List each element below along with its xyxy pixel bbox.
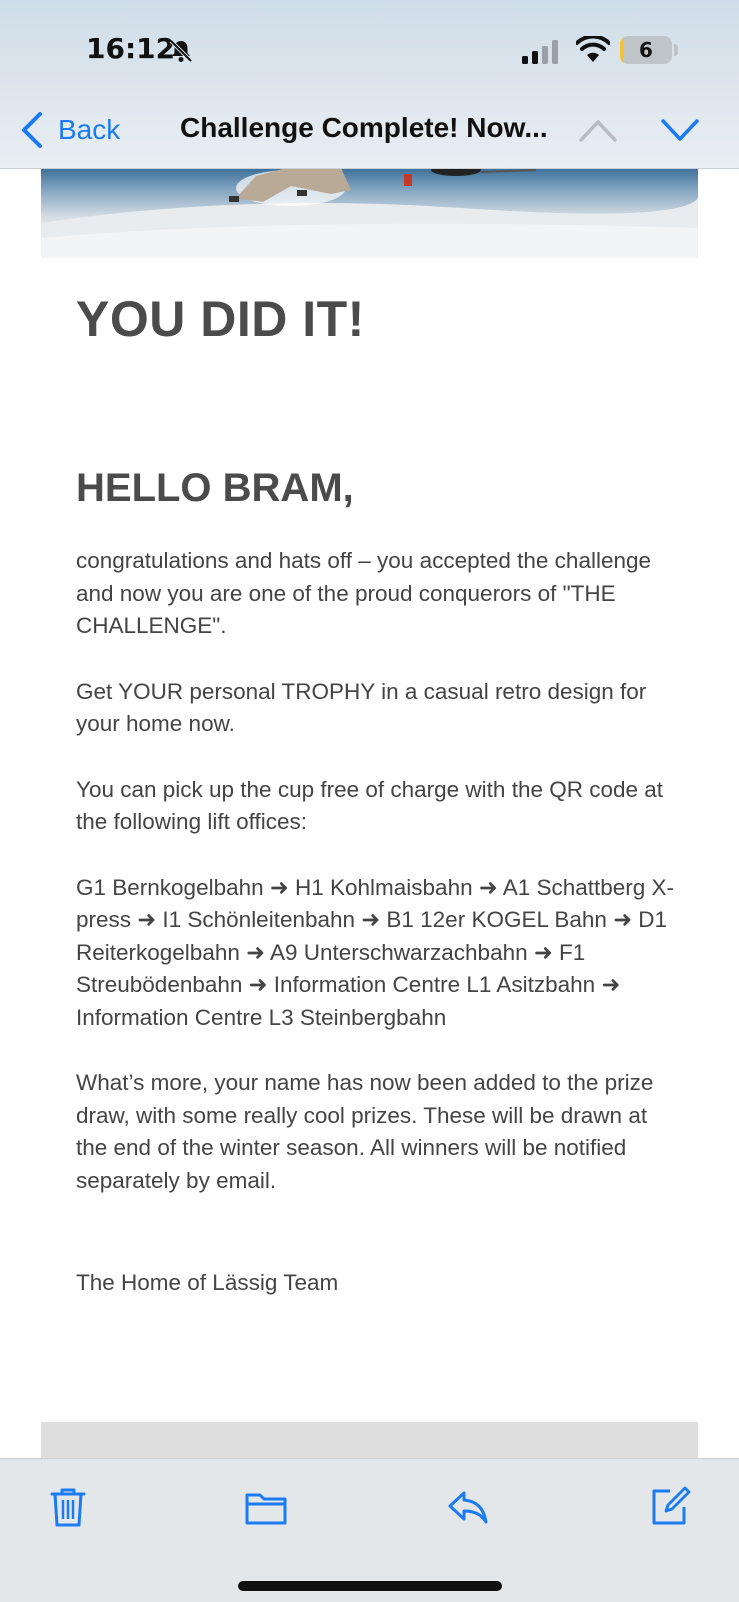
bottom-toolbar [0, 1458, 739, 1602]
email-paragraph: Get YOUR personal TROPHY in a casual retro design for your home now. [76, 678, 647, 736]
email-greeting: HELLO BRAM, [76, 466, 354, 510]
folder-icon[interactable] [244, 1485, 288, 1529]
chevron-down-icon[interactable] [660, 116, 700, 144]
chevron-left-icon [20, 111, 44, 149]
cellular-signal-icon [522, 40, 562, 64]
battery-nub [674, 44, 678, 56]
email-paragraph: You can pick up the cup free of charge with the QR code at the following lift offices: [76, 776, 664, 834]
skier-photo [41, 168, 698, 258]
battery-level: 6 [639, 38, 653, 62]
lift-offices-list: G1 Bernkogelbahn ➜ H1 Kohlmaisbahn ➜ A1 Schattberg X-press ➜ I1 Schönleitenbahn ➜ B1 12er KOGEL Bahn ➜ D1 Reiterkogelbahn ➜ A9 Unterschwarzachbahn ➜ F1 Streubödenbahn ➜ Information Centre L1 Asitzbahn ➜ Information Centre L3 Steinbergbahn [76, 874, 675, 1030]
hero-image [41, 168, 698, 258]
home-indicator[interactable] [238, 1581, 502, 1591]
email-headline: YOU DID IT! [76, 291, 365, 347]
email-subject-title: Challenge Complete! Now... [180, 112, 548, 143]
back-button[interactable] [20, 108, 120, 152]
wifi-icon [576, 36, 610, 64]
header [0, 0, 739, 169]
status-time: 16:12 [86, 32, 176, 65]
chevron-up-icon[interactable] [578, 116, 618, 144]
compose-icon[interactable] [648, 1485, 692, 1529]
trash-icon[interactable] [46, 1485, 90, 1529]
bell-slash-icon [168, 38, 194, 64]
email-paragraph: What’s more, your name has now been added to the prize draw, with some really cool prizes. These will be drawn at the end of the winter season. All winners will be notified separately by email. [76, 1070, 654, 1193]
reply-icon[interactable] [446, 1485, 490, 1529]
email-sign-off: The Home of Lässig Team [76, 1270, 339, 1295]
email-body [76, 290, 676, 1300]
email-footer-band [41, 1422, 698, 1462]
back-label: Back [58, 114, 121, 145]
email-paragraph: congratulations and hats off – you accepted the challenge and now you are one of the proud conquerors of "THE CHALLENGE". [76, 548, 652, 638]
battery-icon [620, 36, 672, 64]
